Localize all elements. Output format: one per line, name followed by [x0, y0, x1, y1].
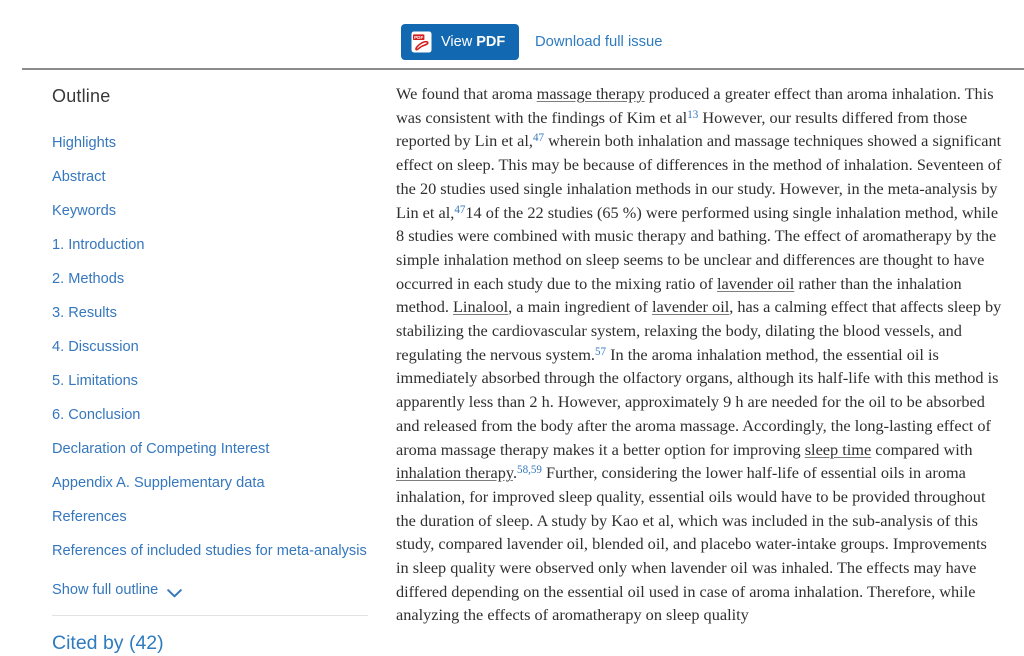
header-divider [22, 68, 1024, 70]
outline-item [52, 337, 378, 357]
outline-item [52, 303, 378, 323]
outline-item-link[interactable]: Keywords [52, 203, 117, 219]
download-full-issue-link[interactable]: Download full issue [535, 34, 663, 50]
outline-item-link[interactable]: References of included studies for meta-analysis [52, 543, 367, 559]
paragraph-text: , has a calming effect that affects sleep by stabilizing the cardiovascular system, relaxing the body, dilating the blood vessels, and regulating the nervous system. [396, 297, 1002, 364]
top-toolbar [0, 0, 1024, 69]
paragraph-text: . [512, 463, 518, 483]
show-full-outline-label: Show full outline [52, 582, 159, 598]
outline-item-link[interactable]: 6. Conclusion [52, 407, 141, 423]
cited-by-link[interactable]: Cited by (42) [52, 632, 164, 654]
outline-item-link[interactable]: Abstract [52, 169, 106, 185]
outline-item-link[interactable]: References [52, 509, 127, 525]
reference-citation-link[interactable]: 57 [594, 345, 607, 358]
paragraph-text: Further, considering the lower half-life of essential oils in aroma inhalation, for improved sleep quality, essential oils would have to be provided throughout the duration of sleep. A study by Kao et al, which was included in the sub-analysis of this study, compared lavender oil, blended oil, and placebo water-intake groups. Improvements in sleep quality were observed only when lavender oil was inhaled. The effects may have differed depending on the essential oil used in case of aroma inhalation. Therefore, while analyzing the effects of aromatherapy on sleep quality [396, 463, 987, 625]
paragraph-text: We found that aroma [396, 84, 537, 103]
outline-item [52, 439, 378, 459]
topic-link[interactable]: inhalation therapy [396, 463, 513, 483]
outline-item-link[interactable]: 4. Discussion [52, 339, 139, 355]
outline-title: Outline [52, 86, 111, 106]
outline-item [52, 235, 378, 255]
outline-item [52, 541, 378, 561]
paragraph-text: rather than the inhalation method. [396, 273, 962, 317]
view-pdf-label: View PDF [441, 34, 506, 50]
outline-item-link[interactable]: 2. Methods [52, 271, 125, 287]
outline-item-link[interactable]: Highlights [52, 135, 117, 151]
topic-link[interactable]: lavender oil [651, 297, 730, 317]
reference-citation-link[interactable]: 47 [532, 132, 545, 145]
outline-item [52, 405, 378, 425]
outline-item-link[interactable]: 3. Results [52, 305, 117, 321]
topic-link[interactable]: massage therapy [536, 84, 645, 103]
paragraph-text: wherein both inhalation and massage techniques showed a significant effect on sleep. This may be because of differences in the method of inhalation. Seventeen of the 20 studies used single inhalation methods in our study. However, in the meta-analysis by Lin et al, [396, 131, 1002, 222]
topic-link[interactable]: lavender oil [717, 273, 795, 293]
outline-item [52, 269, 378, 289]
paragraph-text: In the aroma inhalation method, the essential oil is immediately absorbed through the olfactory organs, although its half-life with this method is apparently less than 2 h. However, approximately 9 h are needed for the oil to be absorbed and released from the body after the aroma massage. Accordingly, the long-lasting effect of aroma massage therapy makes it a better option for improving [396, 344, 999, 459]
paragraph-text: 14 of the 22 studies (65 %) were performed using single inhalation method, while 8 studies were combined with music therapy and bathing. The effect of aromatherapy by the simple inhalation method on sleep seems to be unclear and differences are thought to have occurred in each study due to the mixing ratio of [396, 202, 999, 293]
topic-link[interactable]: Linalool [452, 297, 509, 317]
outline-list [52, 133, 378, 561]
show-full-outline-button[interactable] [52, 582, 378, 598]
outline-item [52, 371, 378, 391]
reference-citation-link[interactable]: 47 [454, 203, 466, 216]
paragraph-text: compared with [871, 439, 973, 459]
outline-item [52, 473, 378, 493]
topic-link[interactable]: sleep time [804, 439, 872, 459]
outline-item [52, 167, 378, 187]
outline-item-link[interactable]: Appendix A. Supplementary data [52, 475, 265, 491]
outline-item-link[interactable]: Declaration of Competing Interest [52, 441, 270, 457]
paragraph-text: produced a greater effect than aroma inhalation. This was consistent with the findings of Kim et al [396, 84, 994, 127]
paragraph-text: , a main ingredient of [508, 297, 652, 317]
article-paragraph [396, 82, 1002, 627]
outline-item [52, 133, 378, 153]
outline-item-link[interactable]: 5. Limitations [52, 373, 138, 389]
sidebar-divider [52, 615, 368, 616]
chevron-down-icon [167, 586, 182, 595]
reference-citation-link[interactable]: 58,59 [517, 464, 542, 477]
outline-item [52, 201, 378, 221]
paragraph-text: However, our results differed from those reported by Lin et al, [396, 107, 968, 151]
reference-citation-link[interactable]: 13 [687, 108, 699, 121]
outline-sidebar [52, 86, 378, 655]
pdf-icon [411, 31, 432, 53]
svg-text:PDF: PDF [414, 34, 424, 40]
outline-item-link[interactable]: 1. Introduction [52, 237, 145, 253]
outline-item [52, 507, 378, 527]
view-pdf-button[interactable] [401, 24, 519, 60]
